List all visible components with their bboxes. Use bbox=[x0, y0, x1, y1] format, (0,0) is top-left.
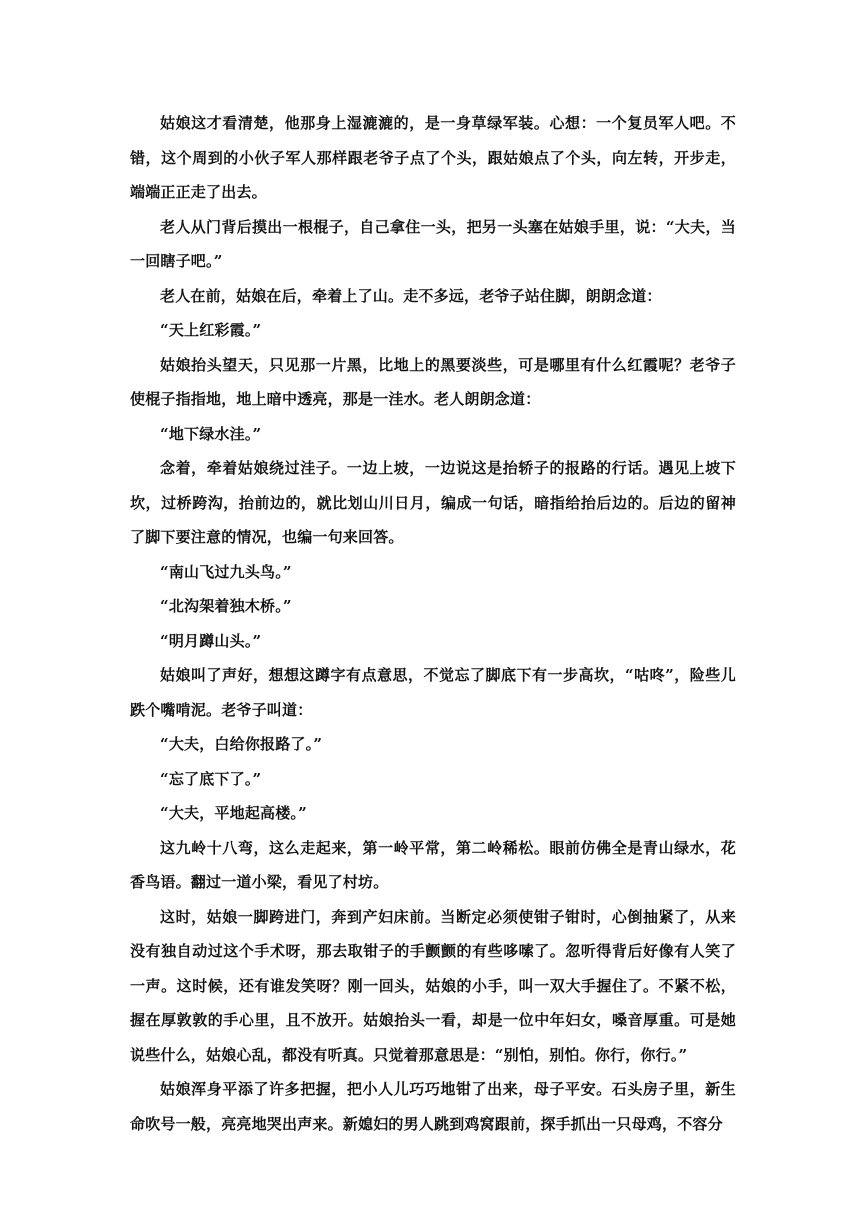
paragraph: 姑娘抬头望天，只见那一片黑，比地上的黑要淡些，可是哪里有什么红霞呢？老爷子使棍子指指地，地上暗中透亮，那是一洼水。老人朗朗念道： bbox=[130, 355, 736, 408]
paragraph: “南山飞过九头鸟。” bbox=[160, 562, 292, 581]
paragraph: “大夫，白给你报路了。” bbox=[160, 735, 323, 753]
paragraph: 姑娘浑身平添了许多把握，把小人儿巧巧地钳了出来，母子平安。石头房子里，新生命吹号一般，亮亮地哭出声来。新媳妇的男人跳到鸡窝跟前，探手抓出一只母鸡，不容分 bbox=[130, 1080, 736, 1133]
paragraph: “明月蹲山头。” bbox=[160, 631, 262, 650]
paragraph: 这时，姑娘一脚跨进门，奔到产妇床前。当断定必须使钳子钳时，心倒抽紧了，从来没有独自动过这个手术呀，那去取钳子的手颤颤的有些哆嗦了。忽听得背后好像有人笑了一声。这时候，还有谁发笑呀？刚一回头，姑娘的小手，叫一双大手握住了。不紧不松，握在厚敦敦的手心里，且不放开。姑娘抬头一看，却是一位中年妇女，嗓音厚重。可是她说些什么，姑娘心乱，都没有听真。只觉着那意思是：“别怕，别怕。你行，你行。” bbox=[130, 907, 736, 1064]
paragraph: “地下绿水洼。” bbox=[160, 424, 262, 443]
paragraph: 老人在前，姑娘在后，牵着上了山。走不多远，老爷子站住脚，朗朗念道： bbox=[160, 286, 662, 305]
paragraph: “天上红彩霞。” bbox=[160, 321, 262, 339]
paragraph: 这九岭十八弯，这么走起来，第一岭平常，第二岭稀松。眼前仿佛全是青山绿水，花香鸟语。翻过一道小梁，看见了村坊。 bbox=[130, 838, 736, 891]
paragraph: “大夫，平地起高楼。” bbox=[160, 804, 307, 822]
paragraph: 老人从门背后摸出一根棍子，自己拿住一头，把另一头塞在姑娘手里，说：“大夫，当一回瞎子吧。” bbox=[130, 217, 736, 270]
paragraph: 姑娘叫了声好，想想这蹲字有点意思，不觉忘了脚底下有一步高坎，“咕咚”，险些儿跌个嘴啃泥。老爷子叫道： bbox=[130, 666, 736, 719]
paragraph: 念着，牵着姑娘绕过洼子。一边上坡，一边说这是抬轿子的报路的行话。遇见上坡下坎，过桥跨沟，抬前边的，就比划山川日月，编成一句话，暗指给抬后边的。后边的留神了脚下要注意的情况，也编一句来回答。 bbox=[130, 459, 736, 546]
paragraph: “忘了底下了。” bbox=[160, 769, 262, 788]
paragraph: 姑娘这才看清楚，他那身上湿漉漉的，是一身草绿军装。心想：一个复员军人吧。不错，这个周到的小伙子军人那样跟老爷子点了个头，跟姑娘点了个头，向左转，开步走，端端正正走了出去。 bbox=[130, 114, 736, 201]
paragraph: “北沟架着独木桥。” bbox=[160, 597, 292, 615]
